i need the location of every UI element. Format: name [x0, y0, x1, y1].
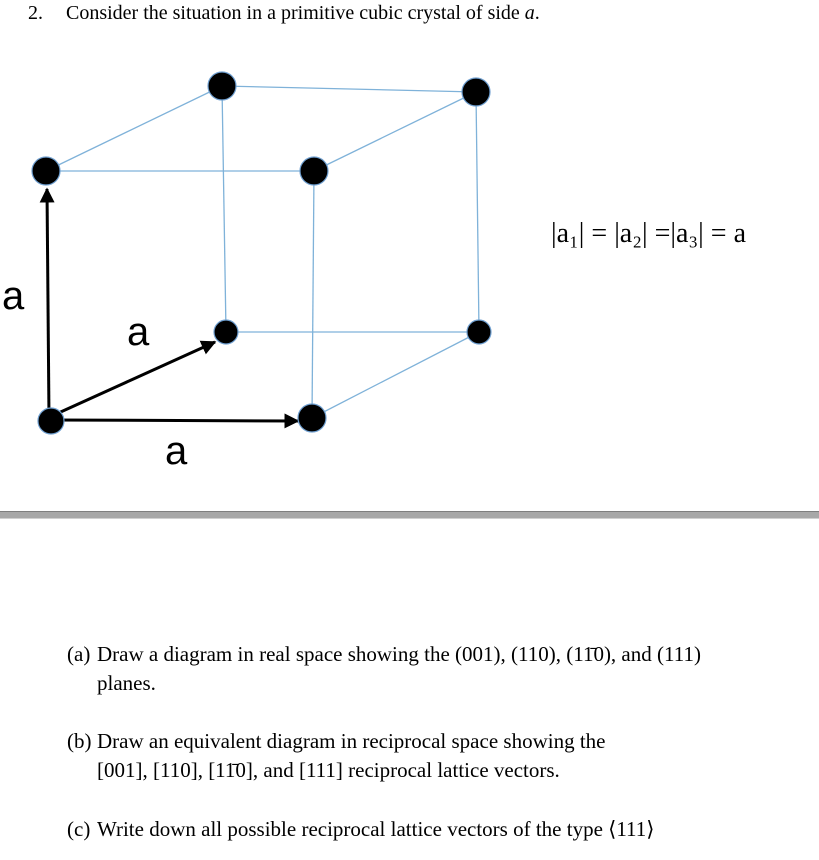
cube-edge [312, 171, 314, 418]
part-text-continued: [001], [110], [11̄0], and [111] reciprocal lattice vectors. [97, 758, 560, 782]
basis-vectors [47, 189, 298, 421]
part-label: (c) [67, 817, 91, 841]
part-text: Draw an equivalent diagram in reciprocal space showing the [97, 729, 606, 753]
cube-edge [476, 92, 479, 332]
cube-edge [46, 86, 222, 171]
part-text-continued: planes. [97, 671, 156, 695]
part-a [67, 640, 812, 698]
question-header [28, 2, 540, 25]
cube-edge [222, 86, 226, 332]
part-text: Write down all possible reciprocal lattice vectors of the type ⟨111⟩ [97, 817, 655, 841]
section-divider [0, 511, 819, 519]
cube-edge [314, 92, 476, 171]
question-text: Consider the situation in a primitive cubic crystal of side [66, 2, 520, 24]
lattice-point [462, 78, 490, 106]
lattice-point [214, 320, 238, 344]
cube-edges [46, 86, 479, 418]
horizontal-side-label: a [165, 429, 188, 473]
diagonal-side-label: a [127, 310, 150, 354]
cube-edge [312, 332, 479, 418]
lattice-point [38, 408, 64, 434]
vertical-side-label: a [2, 274, 25, 318]
part-label: (a) [67, 642, 91, 666]
part-b [67, 727, 812, 785]
lattice-points [32, 72, 491, 434]
lattice-point [467, 320, 491, 344]
cubic-lattice-diagram [0, 55, 819, 465]
cube-edge [222, 86, 476, 92]
lattice-point [208, 72, 236, 100]
question-number: 2. [28, 2, 43, 24]
lattice-point [32, 157, 60, 185]
question-terminator: . [534, 2, 540, 24]
side-variable: a [524, 2, 535, 24]
lattice-point [298, 404, 326, 432]
vertical-vector-arrow [47, 189, 49, 418]
magnitude-equation: |a₁| = |a₂| =|a₃| = a [551, 218, 747, 249]
part-label: (b) [67, 729, 92, 753]
part-c [67, 815, 812, 844]
horizontal-vector-arrow [52, 420, 298, 421]
part-text: Draw a diagram in real space showing the (001), (110), (11̄0), and (111) [97, 642, 701, 666]
lattice-point [300, 157, 328, 185]
